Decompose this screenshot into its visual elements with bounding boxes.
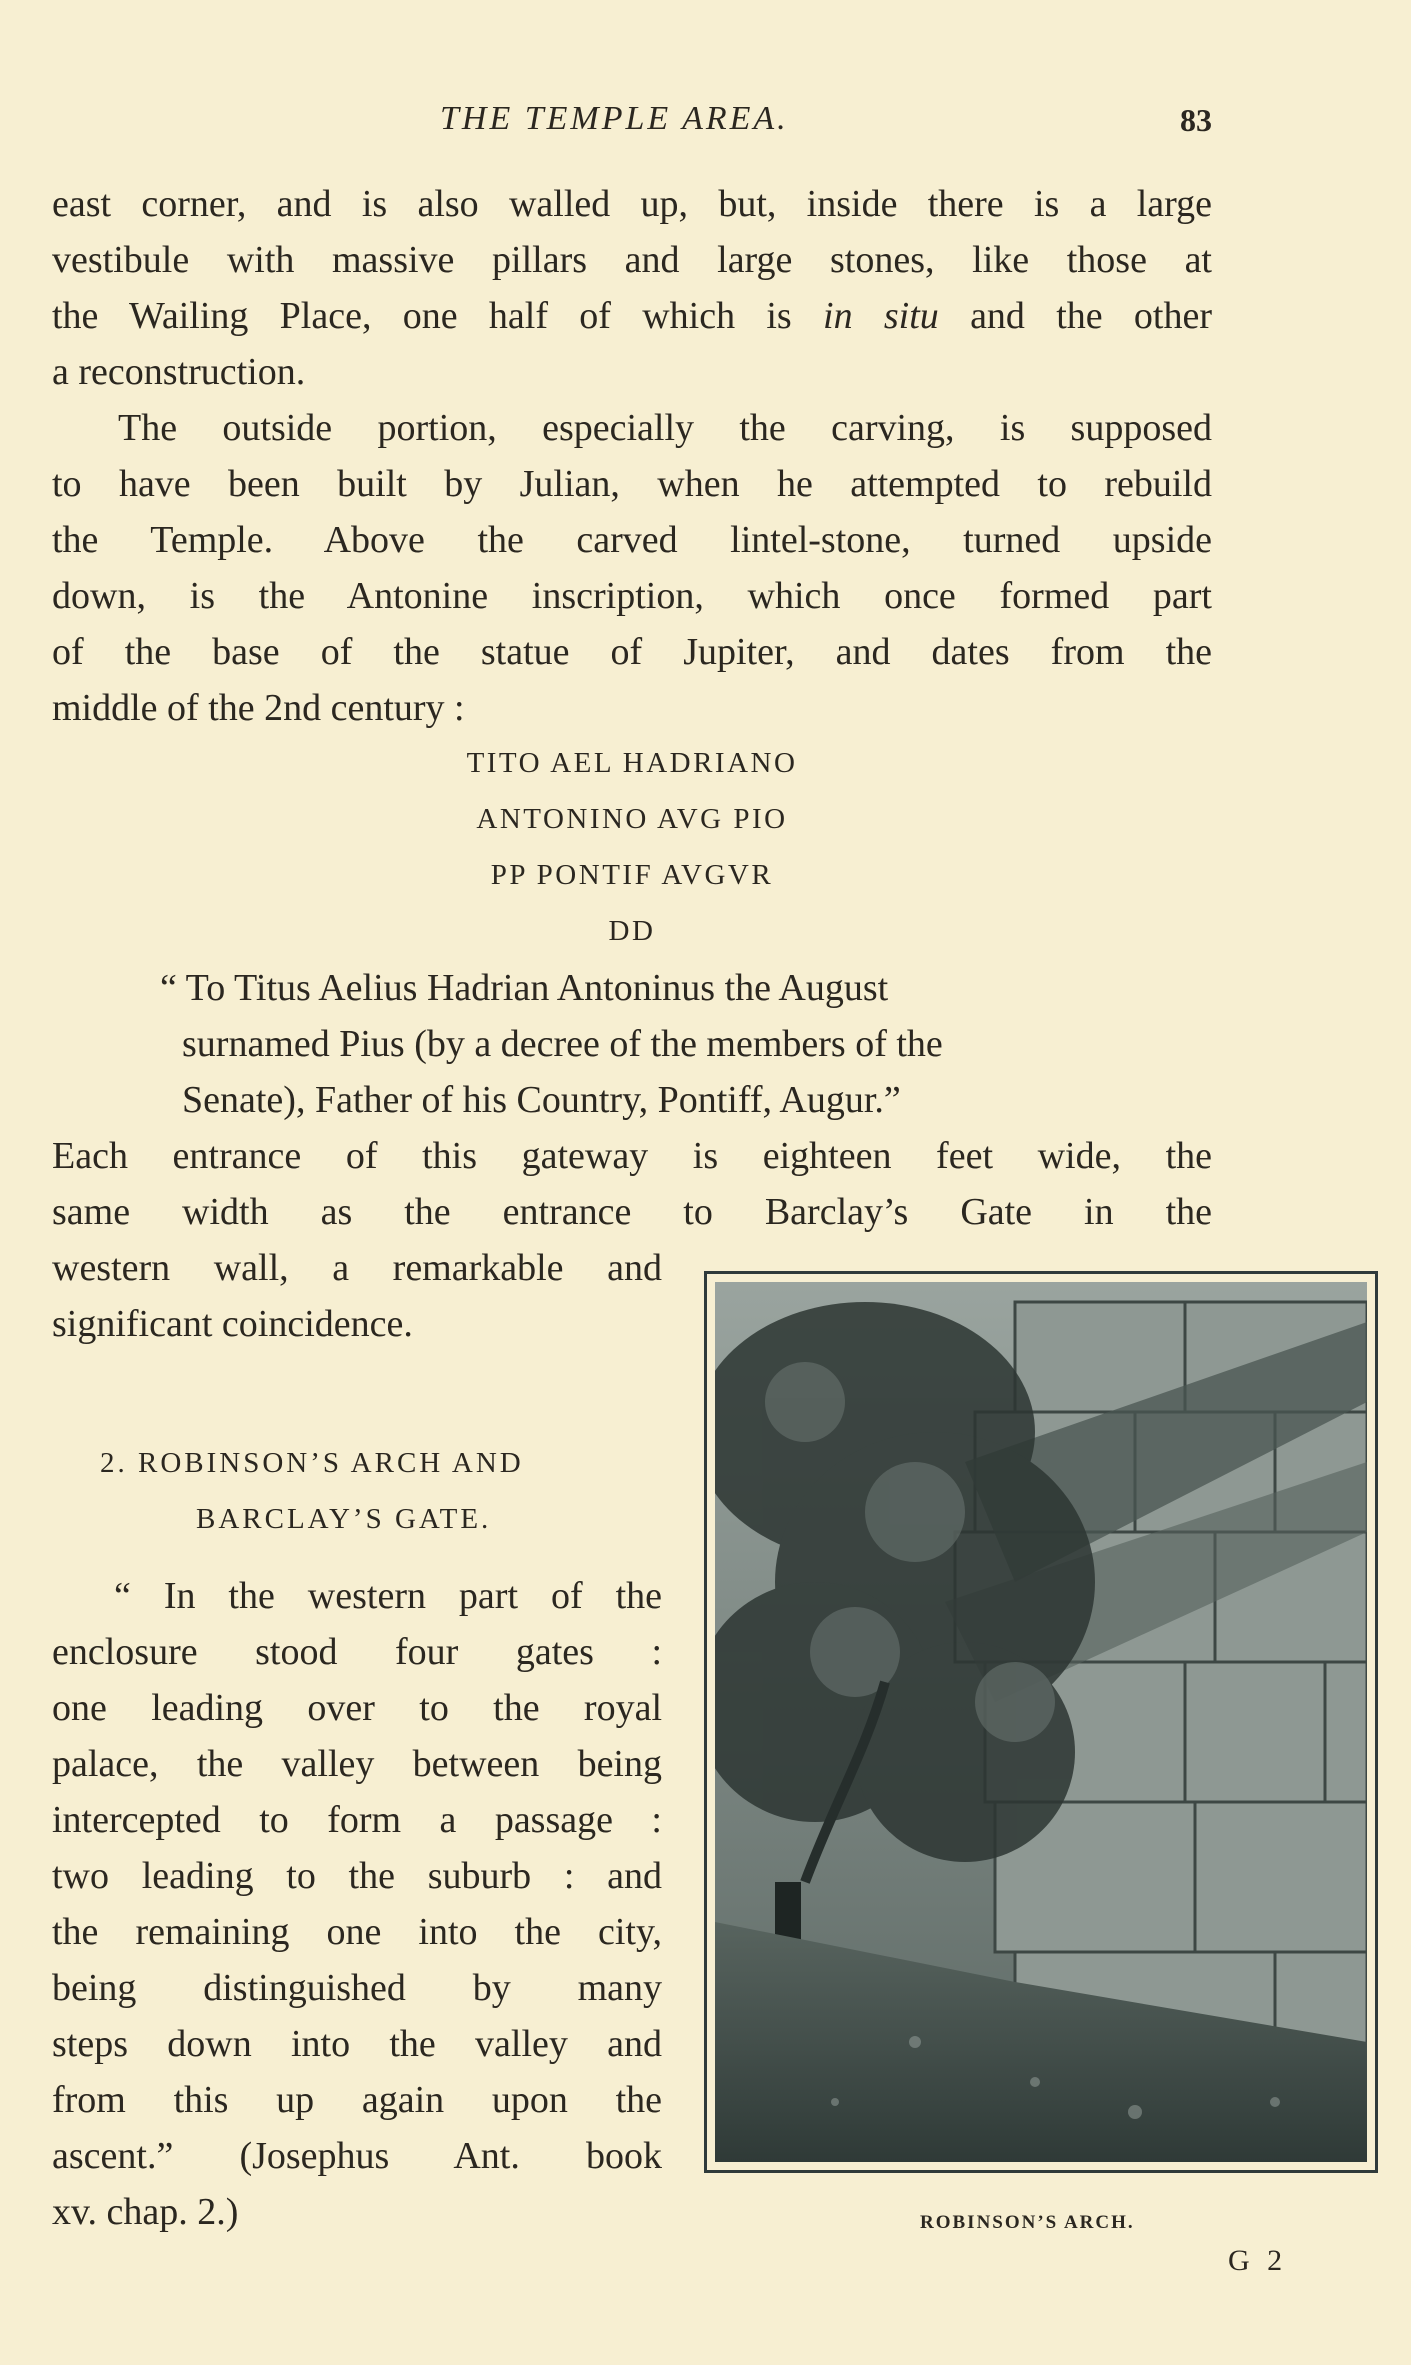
text-line: “ To Titus Aelius Hadrian Antoninus the August <box>160 967 889 1009</box>
text-line: one leading over to the royal <box>52 1687 662 1729</box>
section-heading <box>100 1435 660 1547</box>
inscription-line: TITO AEL HADRIANO <box>466 747 798 779</box>
photograph-robinsons-arch <box>704 1271 1378 2173</box>
text-line: of the base of the statue of Jupiter, and dates from the <box>52 631 1212 673</box>
text-line: to have been built by Julian, when he attempted to rebuild <box>52 463 1212 505</box>
inscription-translation <box>160 960 1110 1128</box>
text-line: the remaining one into the city, <box>52 1911 662 1953</box>
inscription-line: ANTONINO AVG PIO <box>476 803 788 835</box>
text-line: ascent.” (Josephus Ant. book <box>52 2135 662 2177</box>
text-line: being distinguished by many <box>52 1967 662 2009</box>
text-line <box>52 288 1212 344</box>
text-line: from this up again upon the <box>52 2079 662 2121</box>
text-line: enclosure stood four gates : <box>52 1631 662 1673</box>
text-line: a reconstruction. <box>52 351 306 393</box>
photo-illustration <box>715 1282 1367 2162</box>
text-line: vestibule with massive pillars and large stones, like those at <box>52 239 1212 281</box>
page-number: 83 <box>1180 102 1212 138</box>
text-span: and the other <box>970 295 1213 337</box>
text-line: The outside portion, especially the carving, is supposed <box>118 407 1212 449</box>
inscription-line: PP PONTIF AVGVR <box>490 859 774 891</box>
paragraph-4 <box>52 1568 662 2240</box>
figure-caption: ROBINSON’S ARCH. <box>920 2212 1135 2233</box>
text-line: palace, the valley between being <box>52 1743 662 1785</box>
running-head <box>0 100 1411 150</box>
text-line: two leading to the suburb : and <box>52 1855 662 1897</box>
text-line: down, is the Antonine inscription, which once formed part <box>52 575 1212 617</box>
paragraph-1 <box>52 176 1212 400</box>
latin-inscription <box>52 735 1212 959</box>
text-line: intercepted to form a passage : <box>52 1799 662 1841</box>
heading-line: BARCLAY’S GATE. <box>196 1503 492 1535</box>
paragraph-2 <box>52 400 1212 736</box>
paragraph-3 <box>52 1128 1212 1240</box>
italic-phrase: in situ <box>823 295 939 337</box>
signature-mark: G 2 <box>1228 2244 1288 2277</box>
text-line: same width as the entrance to Barclay’s Gate in the <box>52 1191 1212 1233</box>
text-line: Senate), Father of his Country, Pontiff, Augur.” <box>182 1079 901 1121</box>
heading-line: 2. ROBINSON’S ARCH AND <box>100 1447 524 1479</box>
text-line: significant coincidence. <box>52 1303 413 1345</box>
text-line: steps down into the valley and <box>52 2023 662 2065</box>
running-head-title: THE TEMPLE AREA. <box>440 100 789 137</box>
inscription-line: DD <box>608 915 656 947</box>
text-line: the Temple. Above the carved lintel-stone, turned upside <box>52 519 1212 561</box>
text-line: surnamed Pius (by a decree of the members of the <box>182 1023 943 1065</box>
text-line: xv. chap. 2.) <box>52 2191 239 2233</box>
text-line: western wall, a remarkable and <box>52 1247 662 1289</box>
text-span: the Wailing Place, one half of which is <box>52 295 792 337</box>
text-line: “ In the western part of the <box>114 1575 662 1617</box>
text-line: middle of the 2nd century : <box>52 687 465 729</box>
text-line: Each entrance of this gateway is eighteen feet wide, the <box>52 1135 1212 1177</box>
text-line: east corner, and is also walled up, but, inside there is a large <box>52 183 1212 225</box>
paragraph-3-continued <box>52 1240 662 1352</box>
